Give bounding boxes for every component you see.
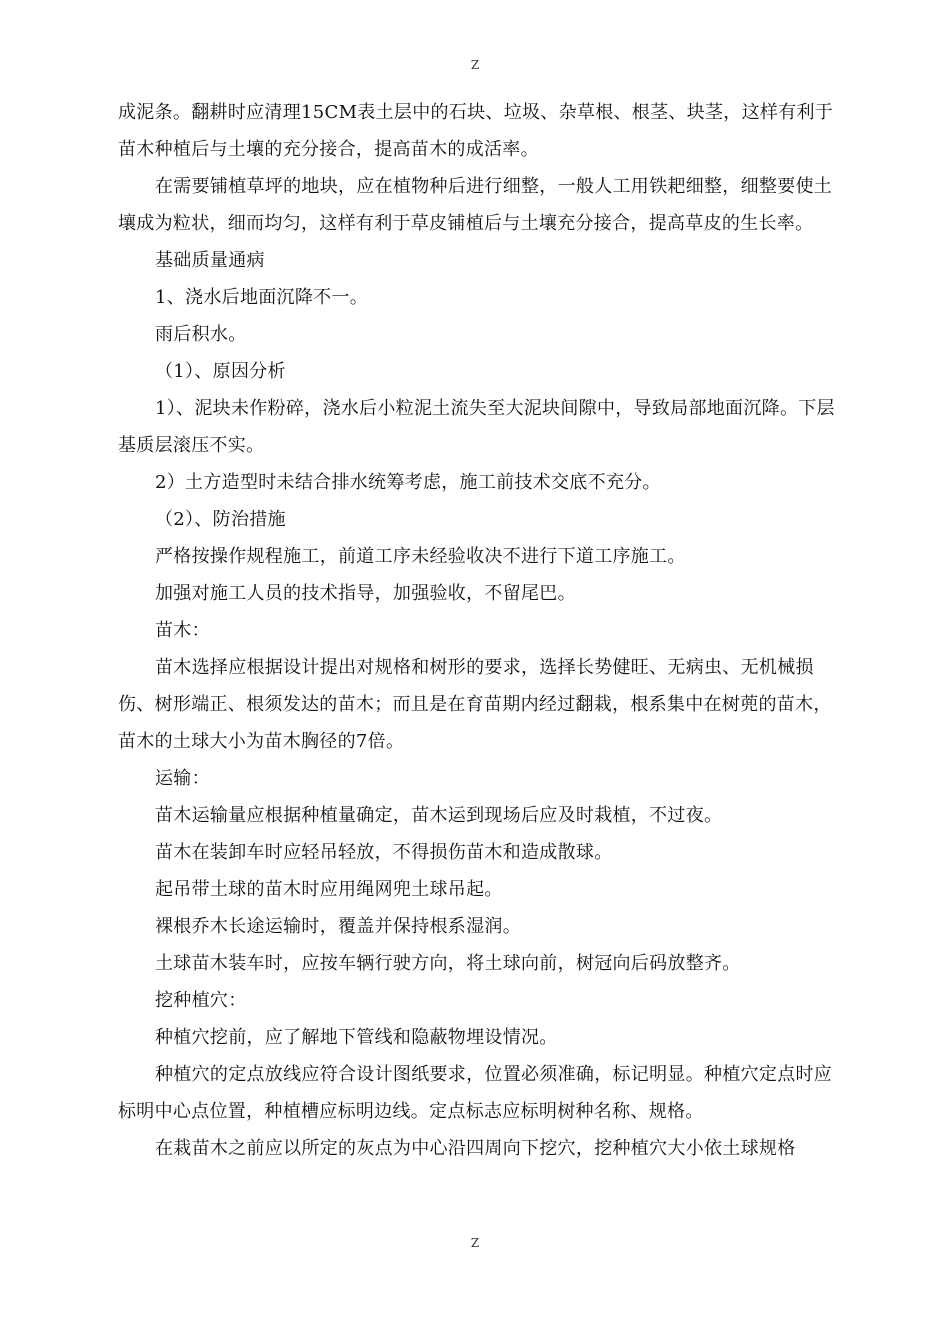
paragraph: 苗木选择应根据设计提出对规格和树形的要求，选择长势健旺、无病虫、无机械损伤、树形端正、根须发达的苗木；而且是在育苗期内经过翻栽，根系集中在树蔸的苗木，苗木的土球大小为苗木胸径的7倍。 [118,657,832,752]
paragraph: 种植穴的定点放线应符合设计图纸要求，位置必须准确，标记明显。种植穴定点时应标明中心点位置，种植槽应标明边线。定点标志应标明树种名称、规格。 [118,1064,833,1122]
section-heading: 挖种植穴： [155,990,247,1011]
section-heading: 运输： [155,768,210,789]
paragraph: 起吊带土球的苗木时应用绳网兜土球吊起。 [155,879,503,900]
subsection-heading: （1）、原因分析 [155,361,286,382]
section-heading: 苗木： [155,620,210,641]
paragraph: 在栽苗木之前应以所定的灰点为中心沿四周向下挖穴，挖种植穴大小依土球规格 [155,1138,796,1159]
paragraph: 苗木运输量应根据种植量确定，苗木运到现场后应及时栽植，不过夜。 [155,805,723,826]
paragraph: 成泥条。翻耕时应清理15CM表土层中的石块、垃圾、杂草根、根茎、块茎，这样有利于苗木种植后与土壤的充分接合，提高苗木的成活率。 [118,102,834,160]
paragraph: 1、浇水后地面沉降不一。 [155,287,369,308]
paragraph: 种植穴挖前，应了解地下管线和隐蔽物埋设情况。 [155,1027,558,1048]
paragraph: 裸根乔木长途运输时，覆盖并保持根系湿润。 [155,916,521,937]
paragraph: 1）、泥块未作粉碎，浇水后小粒泥土流失至大泥块间隙中，导致局部地面沉降。下层基质层滚压不实。 [118,398,835,456]
section-heading: 基础质量通病 [155,250,265,271]
page-header-mark: Z [470,58,480,72]
paragraph: 土球苗木装车时，应按车辆行驶方向，将土球向前，树冠向后码放整齐。 [155,953,741,974]
paragraph: 加强对施工人员的技术指导，加强验收，不留尾巴。 [155,583,576,604]
document-body [118,94,838,1167]
paragraph: 苗木在装卸车时应轻吊轻放，不得损伤苗木和造成散球。 [155,842,613,863]
paragraph: 雨后积水。 [155,324,247,345]
paragraph: 严格按操作规程施工，前道工序未经验收决不进行下道工序施工。 [155,546,686,567]
paragraph: 2）土方造型时未结合排水统筹考虑，施工前技术交底不充分。 [155,472,661,493]
page-footer-mark: Z [470,1236,480,1250]
paragraph: 在需要铺植草坪的地块，应在植物种后进行细整，一般人工用铁耙细整，细整要使土壤成为粒状，细而均匀，这样有利于草皮铺植后与土壤充分接合，提高草皮的生长率。 [118,176,833,234]
subsection-heading: （2）、防治措施 [155,509,286,530]
